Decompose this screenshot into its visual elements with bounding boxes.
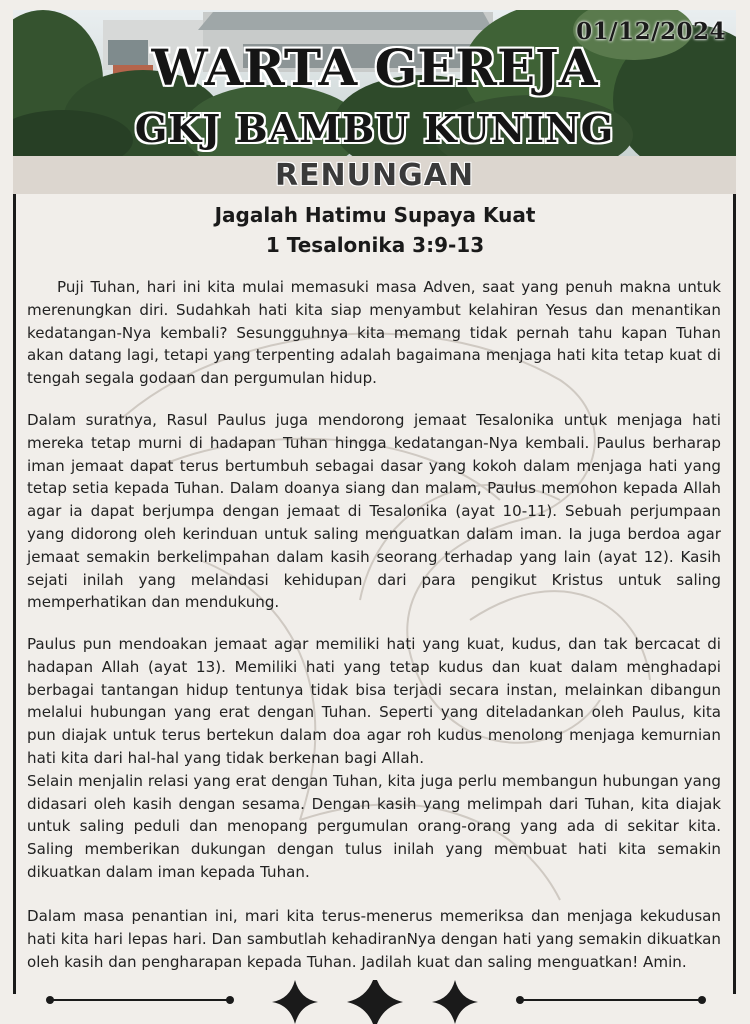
footer-dot-mid-left (226, 996, 234, 1004)
footer-dot-right (698, 996, 706, 1004)
sparkle-icon (432, 980, 478, 1024)
sparkle-icon (272, 980, 318, 1024)
paragraph-2: Dalam suratnya, Rasul Paulus juga mendorong jemaat Tesalonika untuk menjaga hati mereka tetap murni di hadapan Tuhan hingga kedatangan-Nya kembali. Paulus berharap iman jemaat dapat terus bertumbuh sebagai dasar yang kokoh dalam menjaga hati yang tetap setia kepada Tuhan. Dalam doanya siang dan malam, Paulus memohon kepada Allah agar ia dapat berjumpa dengan jemaat di Tesalonika (ayat 10-11). Sebuah perjumpaan yang didorong oleh kerinduan untuk saling menguatkan dalam iman. Ia juga berdoa agar jemaat semakin berkelimpahan dalam kasih seorang terhadap yang lain (ayat 12). Kasih sejati inilah yang melandasi kehidupan dari para pengikut Kristus untuk saling memperhatikan dan mendukung. (27, 411, 721, 612)
bulletin-title: WARTA GEREJA (151, 38, 598, 97)
section-heading: RENUNGAN (274, 158, 475, 193)
scripture-reference: 1 Tesalonika 3:9-13 (265, 233, 485, 257)
bulletin-date: 01/12/2024 (576, 18, 726, 45)
footer-dot-left (46, 996, 54, 1004)
footer-dot-mid-right (516, 996, 524, 1004)
church-name: GKJ BAMBU KUNING (134, 106, 615, 151)
paragraph-4: Selain menjalin relasi yang erat dengan Tuhan, kita juga perlu membangun hubungan yang didasari oleh kasih dengan sesama. Dengan kasih yang melimpah dari Tuhan, kita diajak untuk saling peduli dan menopang pergumulan orang-orang yang ada di sekitar kita. Saling memberikan dukungan dengan tulus inilah yang membuat hati kita semakin dikuatkan dalam iman kepada Tuhan. (27, 771, 721, 881)
sermon-title: Jagalah Hatimu Supaya Kuat (214, 203, 536, 227)
paragraph-1: Puji Tuhan, hari ini kita mulai memasuki masa Adven, saat yang penuh makna untuk merenungkan diri. Sudahkah hati kita siap menyambut kelahiran Yesus dan menantikan kedatangan-Nya kembali? Sesungguhnya kita memang tidak pernah tahu kapan Tuhan akan datang lagi, tetapi yang terpenting adalah bagaimana menjaga hati kita tetap kuat di tengah segala godaan dan pergumulan hidup. (27, 278, 721, 388)
body-text (27, 276, 721, 390)
paragraph-5: Dalam masa penantian ini, mari kita terus-menerus memeriksa dan menjaga kekudusan hati kita hari lepas hari. Dan sambutlah kehadiranNya dengan hati yang semakin dikuatkan oleh kasih dan pengharapan kepada Tuhan. Jadilah kuat dan saling menguatkan! Amin. (27, 907, 721, 971)
body-text-4 (27, 905, 721, 973)
footer-ornament (0, 980, 750, 1024)
body-text-3 (27, 633, 721, 884)
body-text-2 (27, 409, 721, 614)
paragraph-3: Paulus pun mendoakan jemaat agar memiliki hati yang kuat, kudus, dan tak bercacat di hadapan Allah (ayat 13). Memiliki hati yang tetap kudus dan kuat dalam menghadapi berbagai tantangan hidup tentunya tidak bisa terjadi secara instan, melainkan dibangun melalui hubungan yang erat dengan Tuhan. Seperti yang diteladankan oleh Paulus, kita pun diajak untuk terus bertekun dalam doa agar roh kudus menolong menjaga kemurnian hati kita dari hal-hal yang tidak berkenan bagi Allah. (27, 635, 721, 767)
sparkle-icon (347, 980, 403, 1024)
